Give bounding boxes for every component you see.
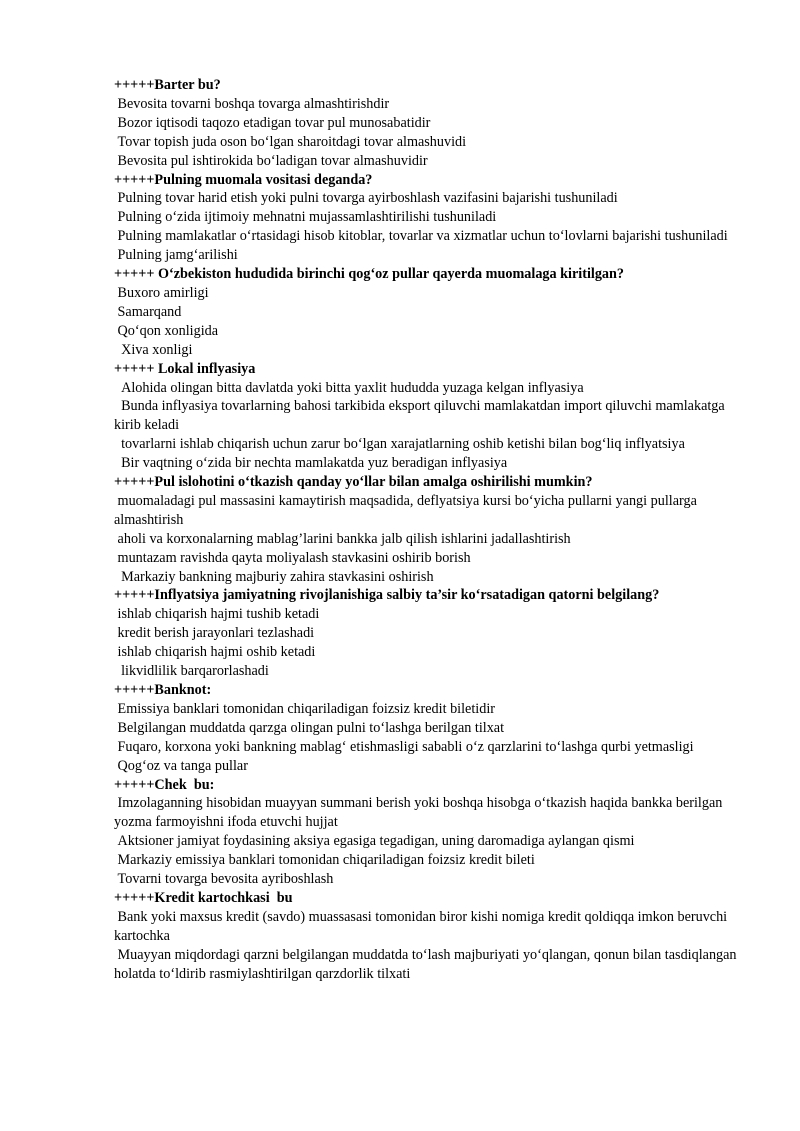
answer-option: Bozor iqtisodi taqozo etadigan tovar pul munosabatidir	[114, 114, 431, 131]
document-body	[114, 76, 754, 984]
question-heading: +++++Chek bu:	[114, 776, 215, 793]
question-heading: +++++ Lokal inflyasiya	[114, 360, 256, 377]
answer-option: likvidlilik barqarorlashadi	[114, 663, 269, 680]
answer-option: Markaziy bankning majburiy zahira stavkasini oshirish	[114, 568, 434, 585]
answer-option: Bank yoki maxsus kredit (savdo) muassasasi tomonidan biror kishi nomiga kredit qoldiqqa imkon beruvchi kartochka	[114, 908, 731, 944]
question-heading: +++++Barter bu?	[114, 77, 221, 93]
answer-option: Tovarni tovarga bevosita ayriboshlash	[114, 871, 334, 888]
answer-option: Fuqaro, korxona yoki bankning mablag‘ etishmasligi sababli o‘z qarzlarini to‘lashga qurbi yetmasligi	[114, 738, 694, 755]
answer-option: Aktsioner jamiyat foydasining aksiya egasiga tegadigan, uning daromadiga aylangan qismi	[114, 833, 635, 850]
question-block	[114, 889, 754, 984]
question-heading: +++++Banknot:	[114, 682, 212, 698]
question-block	[114, 473, 754, 586]
question-heading: +++++Pulning muomala vositasi deganda?	[114, 171, 373, 188]
answer-option: Qo‘qon xonligida	[114, 322, 219, 339]
question-heading: +++++Kredit kartochkasi bu	[114, 889, 293, 906]
answer-option: Pulning jamg‘arilishi	[114, 247, 238, 264]
answer-option: Bir vaqtning o‘zida bir nechta mamlakatda yuz beradigan inflyasiya	[114, 455, 508, 472]
question-heading: +++++Inflyatsiya jamiyatning rivojlanishiga salbiy ta’sir ko‘rsatadigan qatorni belgilang?	[114, 587, 660, 604]
answer-option: Alohida olingan bitta davlatda yoki bitta yaxlit hududda yuzaga kelgan inflyasiya	[114, 379, 584, 396]
answer-option: aholi va korxonalarning mablag’larini bankka jalb qilish ishlarini jadallashtirish	[114, 530, 571, 547]
answer-option: Xiva xonligi	[114, 341, 193, 358]
answer-option: Tovar topish juda oson bo‘lgan sharoitdagi tovar almashuvidi	[114, 133, 467, 150]
question-block	[114, 265, 754, 360]
question-block	[114, 76, 754, 171]
answer-option: Pulning mamlakatlar o‘rtasidagi hisob kitoblar, tovarlar va xizmatlar uchun to‘lovlarni bajarishi tushuniladi	[114, 228, 728, 245]
answer-option: Samarqand	[114, 303, 182, 320]
question-block	[114, 171, 754, 266]
answer-option: muomaladagi pul massasini kamaytirish maqsadida, deflyatsiya kursi bo‘yicha pullarni yangi pullarga almashtirish	[114, 492, 701, 528]
answer-option: tovarlarni ishlab chiqarish uchun zarur bo‘lgan xarajatlarning oshib ketishi bilan bog‘liq inflyatsiya	[114, 436, 685, 453]
answer-option: Bevosita tovarni boshqa tovarga almashtirishdir	[114, 95, 390, 112]
question-block	[114, 360, 754, 473]
answer-option: Emissiya banklari tomonidan chiqariladigan foizsiz kredit biletidir	[114, 700, 495, 717]
question-block	[114, 586, 754, 681]
answer-option: Muayyan miqdordagi qarzni belgilangan muddatda to‘lash majburiyati yo‘qlangan, qonun bilan tasdiqlangan holatda to‘ldirib rasmiylashtirilgan qarzdorlik tilxati	[114, 946, 741, 982]
answer-option: Buxoro amirligi	[114, 284, 209, 301]
question-block	[114, 681, 754, 776]
answer-option: Bevosita pul ishtirokida bo‘ladigan tovar almashuvidir	[114, 152, 428, 169]
answer-option: Qog‘oz va tanga pullar	[114, 757, 248, 774]
answer-option: Imzolaganning hisobidan muayyan summani berish yoki boshqa hisobga o‘tkazish haqida bankka berilgan yozma farmoyishni ifoda etuvchi hujjat	[114, 795, 726, 831]
question-heading: +++++Pul islohotini o‘tkazish qanday yo‘llar bilan amalga oshirilishi mumkin?	[114, 474, 593, 491]
answer-option: Markaziy emissiya banklari tomonidan chiqariladigan foizsiz kredit bileti	[114, 852, 535, 869]
answer-option: muntazam ravishda qayta moliyalash stavkasini oshirib borish	[114, 549, 471, 566]
answer-option: Pulning o‘zida ijtimoiy mehnatni mujassamlashtirilishi tushuniladi	[114, 209, 497, 226]
question-block	[114, 776, 754, 889]
answer-option: ishlab chiqarish hajmi tushib ketadi	[114, 606, 320, 623]
answer-option: kredit berish jarayonlari tezlashadi	[114, 625, 315, 642]
answer-option: Belgilangan muddatda qarzga olingan pulni to‘lashga berilgan tilxat	[114, 719, 505, 736]
answer-option: ishlab chiqarish hajmi oshib ketadi	[114, 644, 316, 661]
question-heading: +++++ O‘zbekiston hududida birinchi qog‘oz pullar qayerda muomalaga kiritilgan?	[114, 266, 625, 283]
answer-option: Bunda inflyasiya tovarlarning bahosi tarkibida eksport qiluvchi mamlakatdan import qiluvchi mamlakatga kirib keladi	[114, 398, 729, 434]
answer-option: Pulning tovar harid etish yoki pulni tovarga ayirboshlash vazifasini bajarishi tushuniladi	[114, 190, 618, 207]
